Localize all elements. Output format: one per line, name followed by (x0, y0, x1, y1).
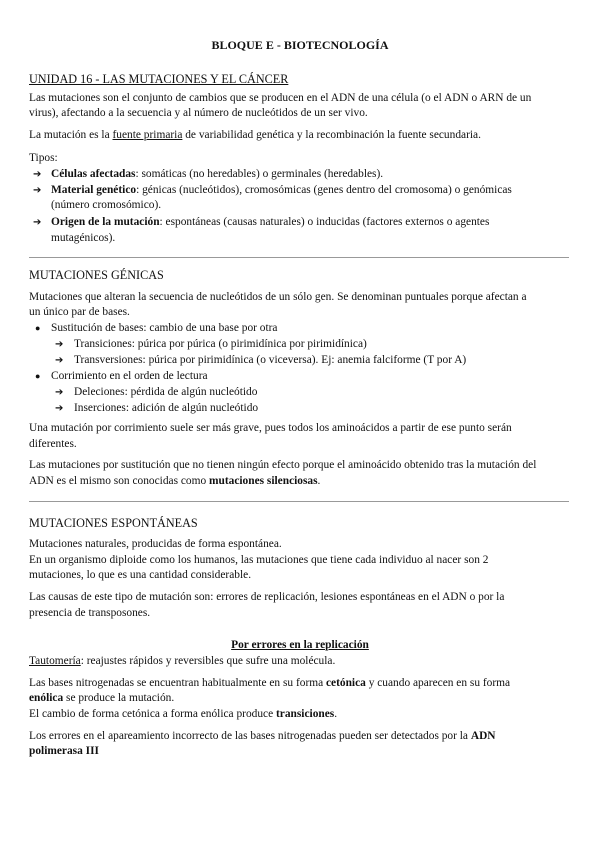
arrow-bullet-icon: ➔ (55, 355, 64, 366)
intro-line-3 (29, 128, 481, 143)
tipos-item-1 (51, 167, 383, 182)
text-run: de variabilidad genética y la recombinación la fuente secundaria. (182, 129, 481, 141)
document-title: BLOQUE E - BIOTECNOLOGÍA (211, 38, 389, 52)
text-run: se produce la mutación. (63, 692, 175, 704)
espontaneas-line-2: En un organismo diploide como los humanos, las mutaciones que tiene cada individuo al nacer son 2 (29, 554, 489, 566)
text-run: : reajustes rápidos y reversibles que sufre una molécula. (80, 655, 336, 667)
section-heading-espontaneas: MUTACIONES ESPONTÁNEAS (29, 516, 198, 530)
arrow-bullet-icon: ➔ (55, 387, 64, 398)
errores-line-2: polimerasa III (29, 745, 99, 757)
tipos-item-3-cont: mutagénicos). (51, 232, 116, 244)
bold-term: transiciones (276, 708, 335, 720)
arrow-bullet-icon: ➔ (55, 403, 64, 414)
sub-inserciones: Inserciones: adición de algún nucleótido (74, 402, 259, 414)
espontaneas-line-1: Mutaciones naturales, producidas de forma espontánea. (29, 538, 282, 550)
bullet-sustitucion: Sustitución de bases: cambio de una base por otra (51, 322, 278, 334)
bases-line-1 (29, 676, 510, 691)
genicas-p1-line-1: Mutaciones que alteran la secuencia de nucleótidos de un sólo gen. Se denominan puntuales porque afectan a (29, 291, 527, 303)
intro-line-2: virus), afectando a la secuencia y al número de nucleótidos de un ser vivo. (29, 107, 368, 119)
bold-term: Células afectadas (51, 168, 136, 180)
tipos-item-2-cont: (número cromosómico). (51, 199, 162, 211)
bullet-dot-icon: ● (35, 323, 41, 333)
text-run: El cambio de forma cetónica a forma enólica produce (29, 708, 276, 720)
sub-deleciones: Deleciones: pérdida de algún nucleótido (74, 386, 258, 398)
text-run: . (317, 475, 321, 487)
unit-title: UNIDAD 16 - LAS MUTACIONES Y EL CÁNCER (29, 72, 289, 86)
genicas-p1-line-2: un único par de bases. (29, 306, 130, 318)
espontaneas-line-5: presencia de transposones. (29, 607, 151, 619)
tipos-item-2 (51, 183, 512, 198)
errores-line-1 (29, 729, 496, 744)
bases-line-3 (29, 707, 337, 722)
section-heading-genicas: MUTACIONES GÉNICAS (29, 268, 164, 282)
tipos-label: Tipos: (29, 152, 58, 164)
text-run: : somáticas (no heredables) o germinales (heredables). (135, 168, 384, 180)
text-run: y cuando aparecen en su forma (365, 677, 511, 689)
text-run: ADN es el mismo son conocidas como (29, 475, 210, 487)
sub-transversiones: Transversiones: púrica por pirimidínica (o viceversa). Ej: anemia falciforme (T por A) (74, 354, 467, 366)
arrow-bullet-icon: ➔ (33, 169, 42, 180)
bold-term: cetónica (326, 677, 366, 689)
bold-term: enólica (29, 692, 64, 704)
text-run: : espontáneas (causas naturales) o inducidas (factores externos o agentes (159, 216, 490, 228)
bold-term: Material genético (51, 184, 137, 196)
bold-term: ADN (470, 730, 496, 742)
text-run: . (334, 708, 338, 720)
arrow-bullet-icon: ➔ (55, 339, 64, 350)
underlined-text: fuente primaria (112, 129, 183, 141)
bold-term: Origen de la mutación (51, 216, 160, 228)
text-run: Las bases nitrogenadas se encuentran habitualmente en su forma (29, 677, 326, 689)
bullet-corrimiento: Corrimiento en el orden de lectura (51, 370, 208, 382)
section-divider (29, 501, 569, 502)
genicas-p2-line-2: diferentes. (29, 438, 77, 450)
text-run: La mutación es la (29, 129, 113, 141)
espontaneas-line-4: Las causas de este tipo de mutación son: errores de replicación, lesiones espontáneas en el ADN o por la (29, 591, 505, 603)
underlined-term: Tautomería (29, 655, 81, 667)
genicas-p2-line-1: Una mutación por corrimiento suele ser más grave, pues todos los aminoácidos a partir de ese punto serán (29, 422, 512, 434)
intro-line-1: Las mutaciones son el conjunto de cambios que se producen en el ADN de una célula (o el ADN o ARN de un (29, 92, 532, 104)
bullet-dot-icon: ● (35, 371, 41, 381)
section-divider (29, 257, 569, 258)
espontaneas-line-3: mutaciones, lo que es una cantidad considerable. (29, 569, 252, 581)
tipos-item-3 (51, 215, 489, 230)
genicas-p3-line-1: Las mutaciones por sustitución que no tienen ningún efecto porque el aminoácido obtenido tras la mutación del (29, 459, 537, 471)
text-run: : génicas (nucleótidos), cromosómicas (genes dentro del cromosoma) o genómicas (136, 184, 512, 196)
tautomeria-line (29, 654, 335, 669)
genicas-p3-line-2 (29, 474, 320, 489)
bold-term: mutaciones silenciosas (209, 475, 318, 487)
bases-line-2 (29, 691, 174, 706)
subheading-errores-replicacion: Por errores en la replicación (231, 639, 369, 651)
text-run: Los errores en el apareamiento incorrecto de las bases nitrogenadas pueden ser detectados por la (29, 730, 471, 742)
arrow-bullet-icon: ➔ (33, 185, 42, 196)
sub-transiciones: Transiciones: púrica por púrica (o pirimidínica por pirimidínica) (74, 338, 367, 350)
arrow-bullet-icon: ➔ (33, 217, 42, 228)
